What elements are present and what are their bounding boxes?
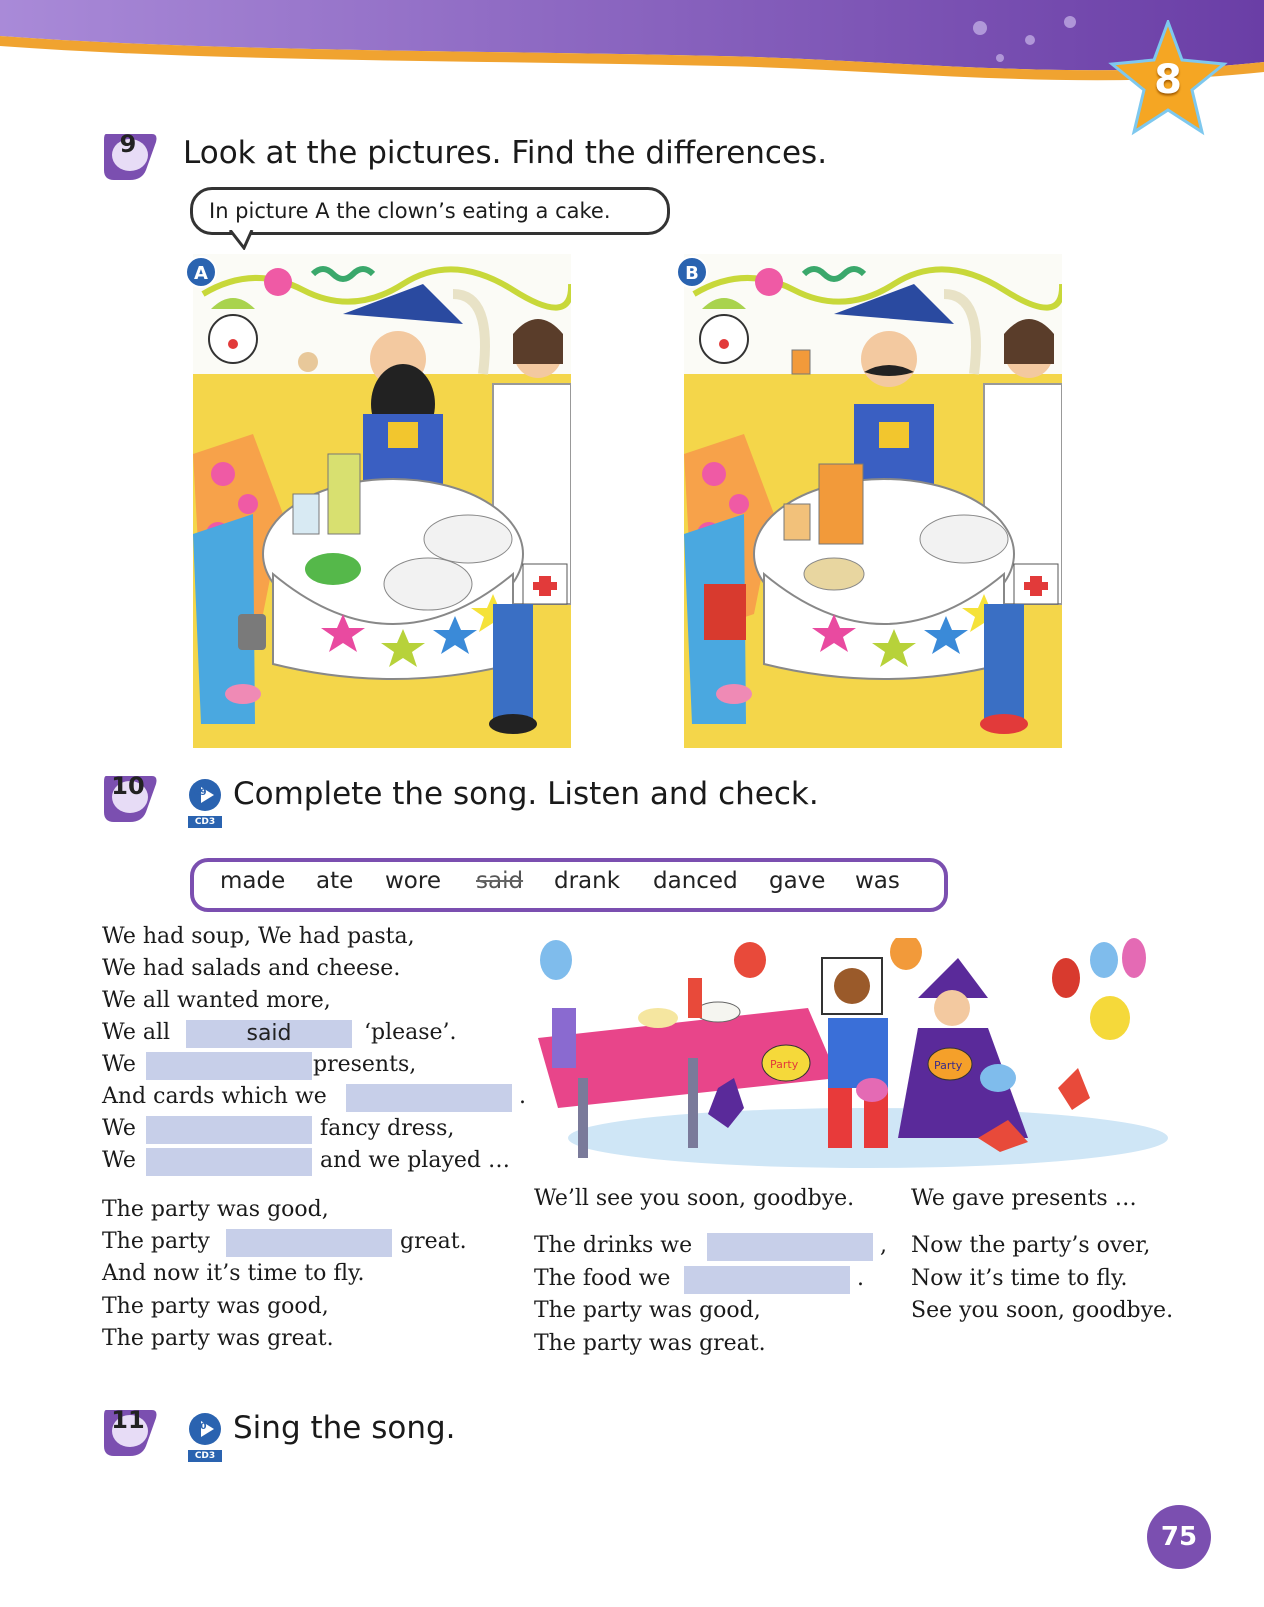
- exercise-10-badge: [100, 772, 160, 826]
- audio-cd-label: CD3: [188, 816, 222, 828]
- word-made: made: [220, 868, 286, 894]
- answer-blank-example: said: [186, 1020, 352, 1048]
- word-danced: danced: [653, 868, 738, 894]
- answer-blank[interactable]: [146, 1052, 312, 1080]
- speech-bubble-tail: [228, 230, 258, 250]
- song-line: .: [857, 1266, 864, 1291]
- audio-track-number: 09: [194, 788, 207, 798]
- speech-bubble: [190, 187, 670, 235]
- song-line: See you soon, goodbye.: [911, 1298, 1174, 1323]
- song-line: And cards which we: [102, 1084, 327, 1109]
- picture-a: [193, 254, 571, 748]
- word-ate: ate: [316, 868, 354, 894]
- answer-blank[interactable]: [146, 1148, 312, 1176]
- audio-cd-label: CD3: [188, 1450, 222, 1462]
- song-line: The party was good,: [534, 1298, 761, 1323]
- party-bag-label-1: Party: [770, 1058, 799, 1071]
- word-wore: wore: [385, 868, 441, 894]
- song-line: The party was good,: [102, 1197, 329, 1222]
- exercise-9-badge: [100, 130, 160, 184]
- song-line: The party was great.: [534, 1331, 766, 1356]
- song-line: ,: [880, 1233, 887, 1258]
- exercise-9-number: 9: [119, 130, 137, 158]
- song-line: We gave presents …: [911, 1186, 1137, 1211]
- party-bag-label-2: Party: [934, 1059, 963, 1072]
- song-line: and we played …: [320, 1148, 510, 1173]
- audio-track-number: 10: [194, 1422, 207, 1432]
- word-was: was: [855, 868, 900, 894]
- picture-b: [684, 254, 1062, 748]
- exercise-10-heading: Complete the song. Listen and check.: [233, 776, 819, 812]
- song-line: We all wanted more,: [102, 988, 331, 1013]
- song-line: fancy dress,: [320, 1116, 455, 1141]
- song-line: great.: [400, 1229, 467, 1254]
- exercise-10-number: 10: [111, 772, 145, 800]
- answer-blank[interactable]: [707, 1233, 873, 1261]
- audio-track-09[interactable]: [186, 778, 224, 828]
- song-line: The party was great.: [102, 1326, 334, 1351]
- picture-b-badge: B: [676, 256, 708, 288]
- exercise-11-heading: Sing the song.: [233, 1410, 456, 1446]
- song-line: We: [102, 1148, 136, 1173]
- song-line: Now it’s time to fly.: [911, 1266, 1128, 1291]
- song-line: And now it’s time to fly.: [102, 1261, 365, 1286]
- unit-number: 8: [1154, 57, 1182, 103]
- exercise-11-number: 11: [111, 1406, 145, 1434]
- party-illustration: [538, 938, 1186, 1178]
- answer-blank[interactable]: [146, 1116, 312, 1144]
- page-number: 75: [1147, 1505, 1211, 1569]
- word-drank: drank: [554, 868, 621, 894]
- song-line: The party was good,: [102, 1294, 329, 1319]
- picture-a-badge: A: [185, 256, 217, 288]
- speech-bubble-text: In picture A the clown’s eating a cake.: [209, 199, 611, 223]
- exercise-9-heading: Look at the pictures. Find the differences.: [183, 135, 828, 171]
- song-line: .: [519, 1084, 526, 1109]
- song-line: The drinks we: [534, 1233, 693, 1258]
- song-line: ‘please’.: [364, 1020, 457, 1045]
- song-line: We all: [102, 1020, 171, 1045]
- word-said-crossed: said: [476, 868, 524, 894]
- song-line: We: [102, 1116, 136, 1141]
- answer-blank[interactable]: [684, 1266, 850, 1294]
- answer-blank[interactable]: [346, 1084, 512, 1112]
- word-gave: gave: [769, 868, 826, 894]
- answer-blank[interactable]: [226, 1229, 392, 1257]
- song-line: We: [102, 1052, 136, 1077]
- audio-track-10[interactable]: [186, 1412, 224, 1462]
- song-line: The party: [102, 1229, 210, 1254]
- header-banner: [0, 0, 1264, 100]
- song-line: presents,: [313, 1052, 417, 1077]
- song-line: We had soup, We had pasta,: [102, 924, 415, 949]
- song-line: The food we: [534, 1266, 671, 1291]
- song-line: Now the party’s over,: [911, 1233, 1151, 1258]
- song-line: We’ll see you soon, goodbye.: [534, 1186, 855, 1211]
- song-line: We had salads and cheese.: [102, 956, 401, 981]
- exercise-11-badge: [100, 1406, 160, 1460]
